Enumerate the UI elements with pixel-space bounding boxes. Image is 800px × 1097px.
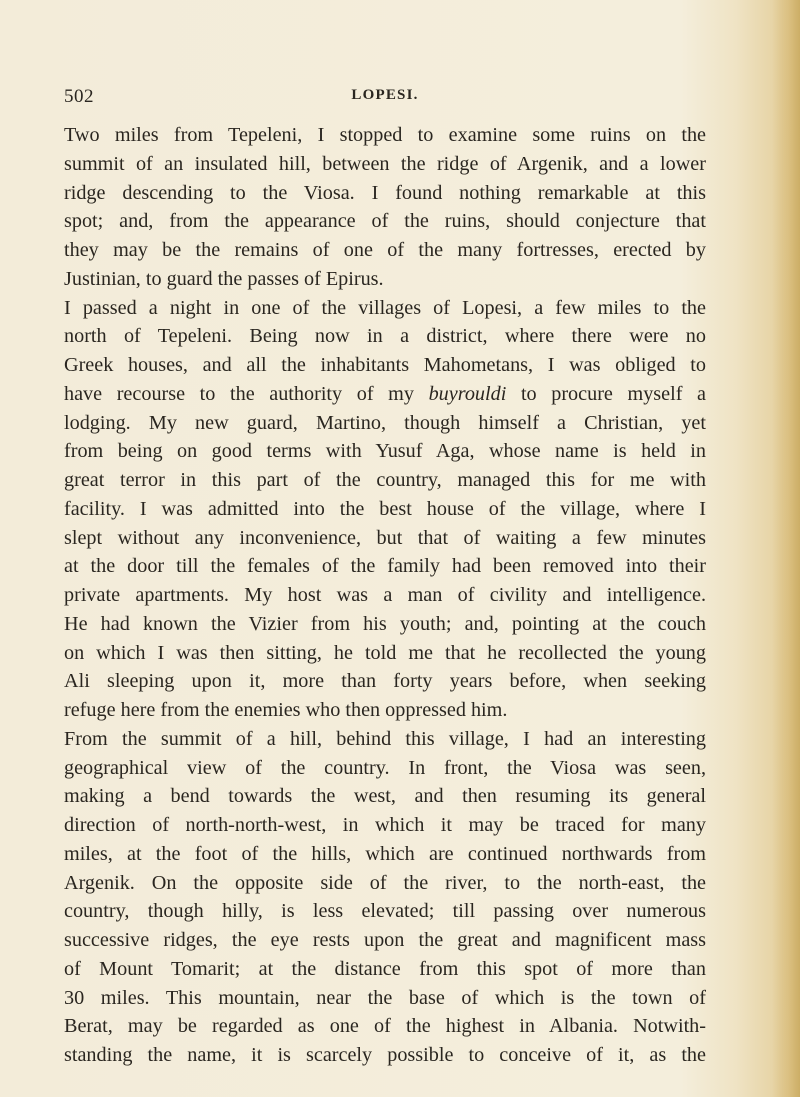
body-text: [64, 121, 706, 1070]
text-line-with-italic: [64, 380, 706, 409]
text-line: north of Tepeleni. Being now in a district, where there were no: [64, 325, 706, 348]
text-line: geographical view of the country. In front, the Viosa was seen,: [64, 756, 706, 779]
text-line: from being on good terms with Yusuf Aga, whose name is held in: [64, 440, 706, 463]
text-line: country, though hilly, is less elevated; till passing over numerous: [64, 900, 706, 923]
text-line: Greek houses, and all the inhabitants Mahometans, I was obliged to: [64, 354, 706, 376]
page-number: 502: [64, 86, 94, 107]
text-line: He had known the Vizier from his youth; and, pointing at the couch: [64, 612, 706, 635]
text-line: successive ridges, the eye rests upon the great and magnificent mass: [64, 929, 706, 951]
text-line: Berat, may be regarded as one of the highest in Albania. Notwith-: [64, 1015, 706, 1038]
text-line: Two miles from Tepeleni, I stopped to examine some ruins on the: [64, 124, 706, 146]
text-line: 30 miles. This mountain, near the base of which is the town of: [64, 986, 706, 1009]
text-line: spot; and, from the appearance of the ruins, should conjecture that: [64, 210, 706, 233]
italic-word: buyrouldi: [428, 382, 507, 405]
text-line: slept without any inconvenience, but that of waiting a few minutes: [64, 526, 706, 549]
text-line: they may be the remains of one of the many fortresses, erected by: [64, 239, 706, 261]
text-line: From the summit of a hill, behind this village, I had an interesting: [64, 727, 706, 750]
text-line: making a bend towards the west, and then resuming its general: [64, 785, 706, 808]
text-line: facility. I was admitted into the best house of the village, where I: [64, 497, 706, 520]
page-edge-shadow: [772, 0, 800, 1097]
text-line: standing the name, it is scarcely possible to conceive of it, as the: [64, 1044, 706, 1066]
text-line: of Mount Tomarit; at the distance from this spot of more than: [64, 957, 706, 980]
text-line: great terror in this part of the country, managed this for me with: [64, 469, 706, 491]
text-line: miles, at the foot of the hills, which are continued northwards from: [64, 842, 706, 865]
text-line: Justinian, to guard the passes of Epirus.: [64, 267, 384, 290]
text-line: refuge here from the enemies who then oppressed him.: [64, 699, 508, 721]
text-line: on which I was then sitting, he told me that he recollected the young: [64, 641, 706, 664]
text-line: ridge descending to the Viosa. I found nothing remarkable at this: [64, 181, 706, 204]
text-line-end: to procure myself a: [520, 382, 706, 405]
text-line: at the door till the females of the family had been removed into their: [64, 555, 706, 578]
text-line: I passed a night in one of the villages of Lopesi, a few miles to the: [64, 296, 706, 319]
text-line-start: have recourse to the authority of my: [64, 382, 414, 405]
running-head: LOPESI.: [351, 87, 419, 103]
text-line: lodging. My new guard, Martino, though himself a Christian, yet: [64, 411, 706, 434]
page-header: [64, 86, 706, 110]
text-line: Argenik. On the opposite side of the river, to the north-east, the: [64, 871, 706, 894]
text-line: summit of an insulated hill, between the ridge of Argenik, and a lower: [64, 152, 706, 175]
text-line: direction of north-north-west, in which it may be traced for many: [64, 814, 706, 836]
text-line: Ali sleeping upon it, more than forty years before, when seeking: [64, 670, 706, 693]
text-line: private apartments. My host was a man of civility and intelligence.: [64, 584, 706, 606]
